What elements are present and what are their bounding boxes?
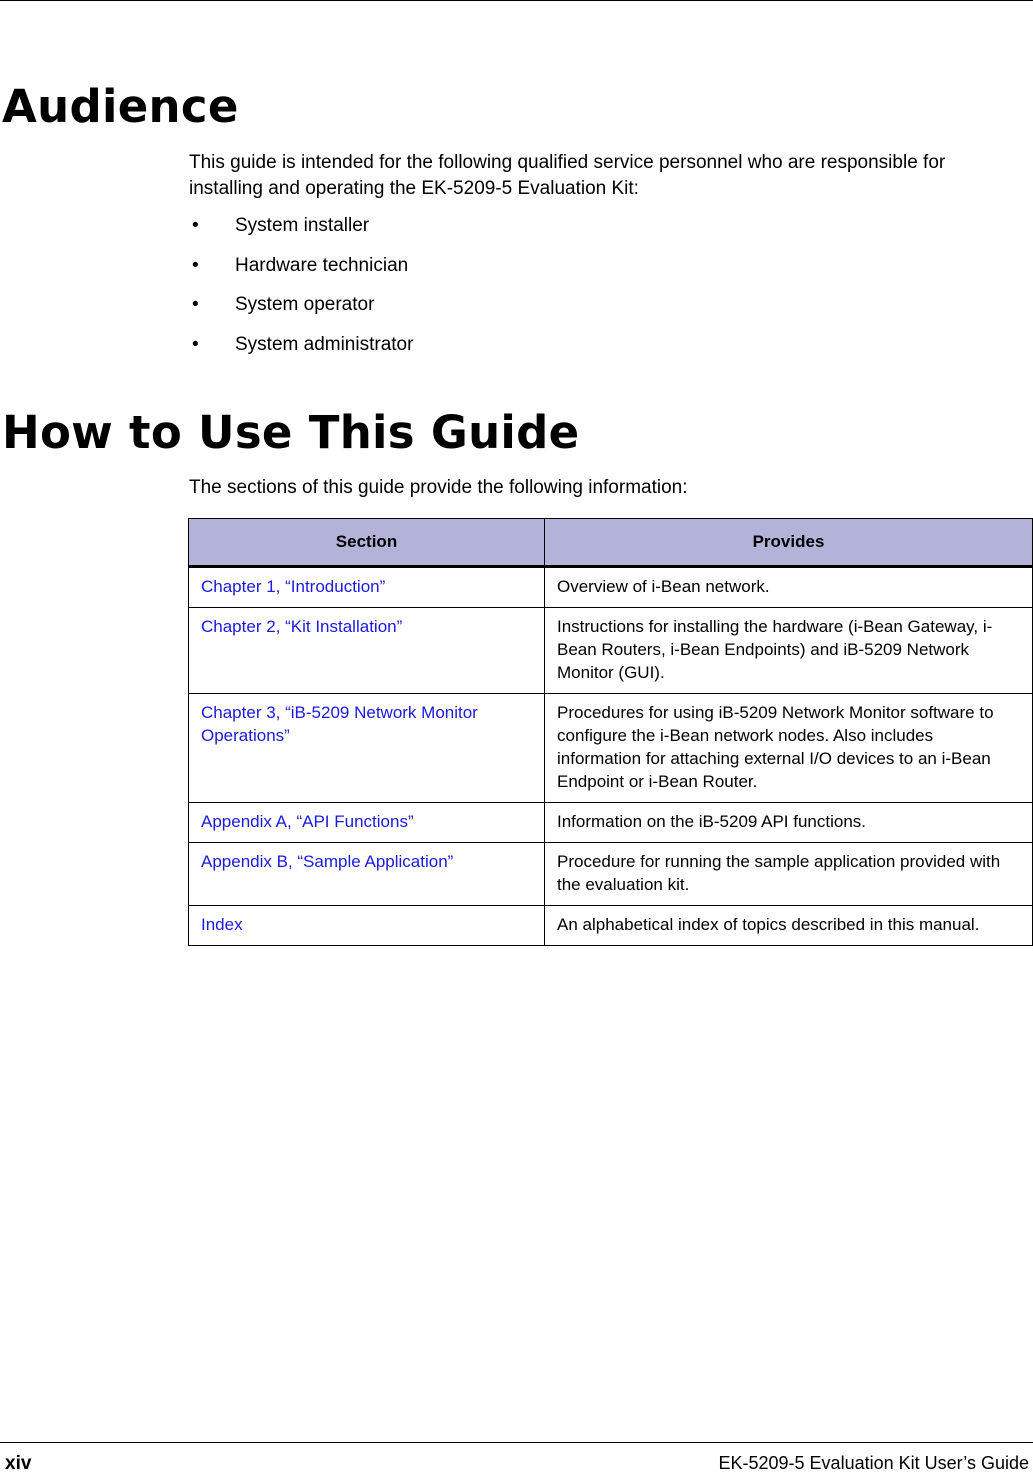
table-row — [189, 843, 1033, 906]
bullet-icon: • — [192, 215, 199, 236]
table-header-row — [189, 519, 1033, 567]
footer-rule — [0, 1442, 1033, 1443]
bullet-icon: • — [192, 294, 199, 316]
section-link-appendix-b[interactable]: Appendix B, “Sample Application” — [189, 843, 545, 906]
document-title: EK-5209-5 Evaluation Kit User’s Guide — [718, 1453, 1029, 1473]
top-rule — [0, 0, 1033, 1]
list-item-text: System administrator — [235, 334, 414, 356]
section-link-index[interactable]: Index — [189, 906, 545, 946]
section-link-appendix-a[interactable]: Appendix A, “API Functions” — [189, 803, 545, 843]
table-row — [189, 608, 1033, 694]
list-item — [189, 293, 413, 333]
how-to-use-intro: The sections of this guide provide the following information: — [189, 477, 688, 498]
table-row — [189, 567, 1033, 608]
section-link-chapter-2[interactable]: Chapter 2, “Kit Installation” — [189, 608, 545, 694]
list-item-text: Hardware technician — [235, 254, 409, 276]
table-row — [189, 906, 1033, 946]
bullet-icon: • — [192, 254, 199, 276]
table-row — [189, 694, 1033, 803]
page-number: xiv — [5, 1453, 32, 1474]
section-link-chapter-1[interactable]: Chapter 1, “Introduction” — [189, 567, 545, 608]
list-item-text: System installer — [235, 215, 370, 236]
provides-cell: Procedure for running the sample application provided with the evaluation kit. — [545, 843, 1033, 906]
list-item-text: System operator — [235, 294, 375, 316]
list-item — [189, 333, 413, 373]
provides-cell: Overview of i-Bean network. — [545, 567, 1033, 608]
table-row — [189, 803, 1033, 843]
list-item — [189, 254, 413, 294]
bullet-icon: • — [192, 334, 199, 356]
audience-intro: This guide is intended for the following qualified service personnel who are responsible for installing and operating the EK-5209-5 Evaluation Kit: — [189, 152, 946, 199]
list-item — [189, 214, 413, 254]
provides-cell: Information on the iB-5209 API functions. — [545, 803, 1033, 843]
how-to-use-heading: How to Use This Guide — [2, 406, 580, 459]
section-link-chapter-3[interactable]: Chapter 3, “iB-5209 Network Monitor Operations” — [189, 694, 545, 803]
provides-cell: Procedures for using iB-5209 Network Monitor software to configure the i-Bean network nodes. Also includes information for attaching external I/O devices to an i-Bean Endpoint or i-Bean Router. — [545, 694, 1033, 803]
provides-cell: An alphabetical index of topics described in this manual. — [545, 906, 1033, 946]
column-header-section: Section — [189, 519, 545, 567]
audience-list — [189, 214, 413, 373]
audience-heading: Audience — [2, 80, 239, 133]
guide-sections-table — [188, 518, 1033, 946]
provides-cell: Instructions for installing the hardware (i-Bean Gateway, i-Bean Routers, i-Bean Endpoints) and iB-5209 Network Monitor (GUI). — [545, 608, 1033, 694]
column-header-provides: Provides — [545, 519, 1033, 567]
